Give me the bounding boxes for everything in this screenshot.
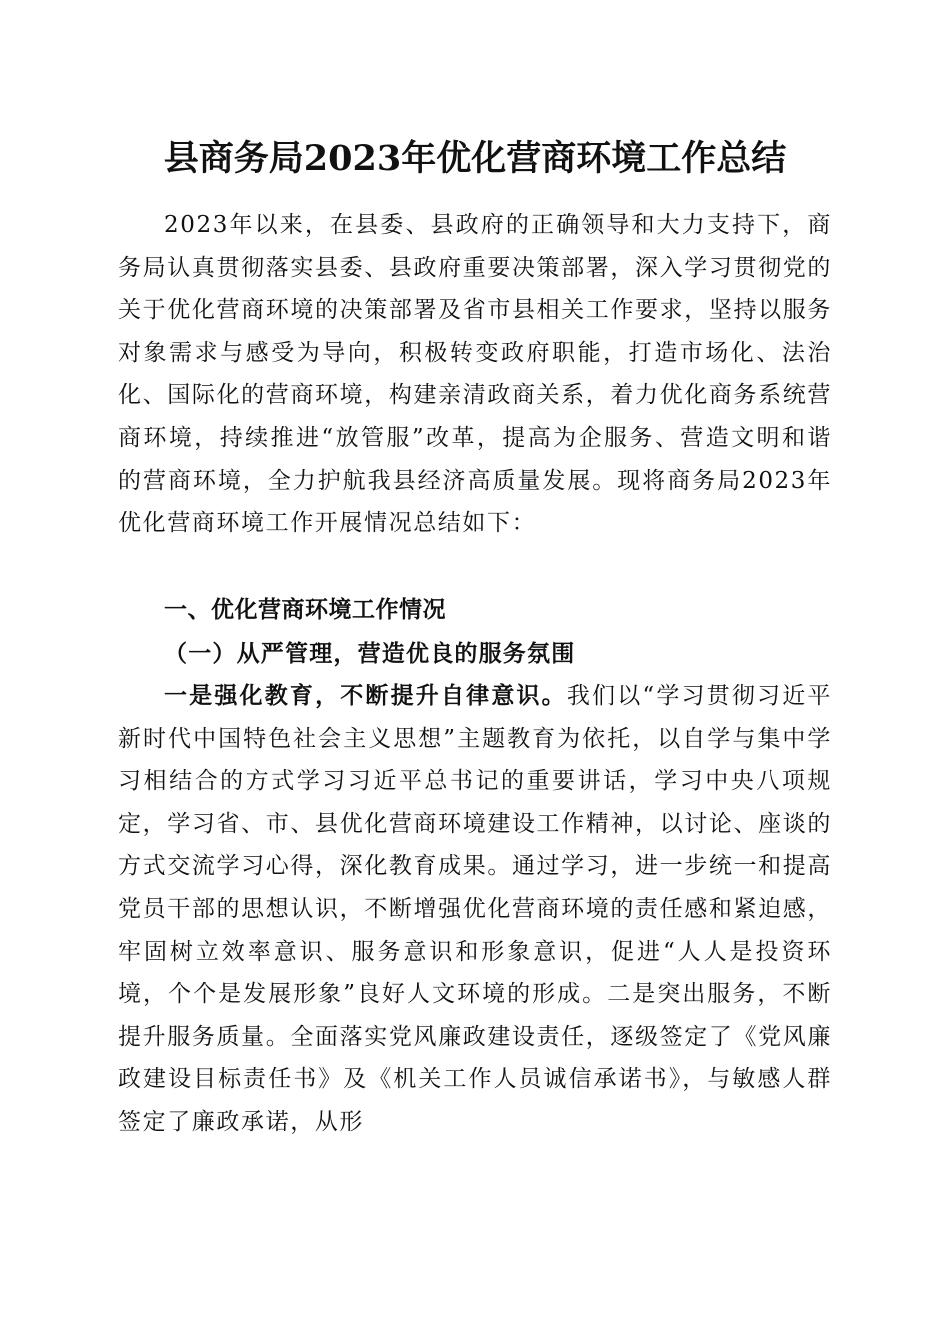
intro-paragraph: 2023年以来，在县委、县政府的正确领导和大力支持下，商务局认真贯彻落实县委、县政府重要决策部署，深入学习贯彻党的关于优化营商环境的决策部署及省市县相关工作要求，坚持以服务对象需求与感受为导向，积极转变政府职能，打造市场化、法治化、国际化的营商环境，构建亲清政商关系，着力优化商务系统营商环境，持续推进“放管服”改革，提高为企服务、营造文明和谐的营商环境，全力护航我县经济高质量发展。现将商务局2023年优化营商环境工作开展情况总结如下： (118, 212, 832, 537)
paragraph-body-text: 我们以“学习贯彻习近平新时代中国特色社会主义思想”主题教育为依托，以自学与集中学习相结合的方式学习习近平总书记的重要讲话，学习中央八项规定，学习省、市、县优化营商环境建设工作精神，以讨论、座谈的方式交流学习心得，深化教育成果。通过学习，进一步统一和提高党员干部的思想认识，不断增强优化营商环境的责任感和紧迫感，牢固树立效率意识、服务意识和形象意识，促进“人人是投资环境，个个是发展形象”良好人文环境的形成。二是突出服务，不断提升服务质量。全面落实党风廉政建设责任，逐级签定了《党风廉政建设目标责任书》及《机关工作人员诚信承诺书》，与敏感人群签定了廉政承诺，从形 (118, 683, 832, 1135)
section-heading-1: 一、优化营商环境工作情况 (164, 597, 446, 623)
body-paragraph-2 (118, 675, 832, 1144)
document-title: 县商务局2023年优化营商环境工作总结 (163, 138, 787, 179)
paragraph-lead-sentence: 一是强化教育，不断提升自律意识。 (164, 682, 567, 709)
subsection-heading-1: （一）从严管理，营造优良的服务氛围 (164, 640, 576, 667)
